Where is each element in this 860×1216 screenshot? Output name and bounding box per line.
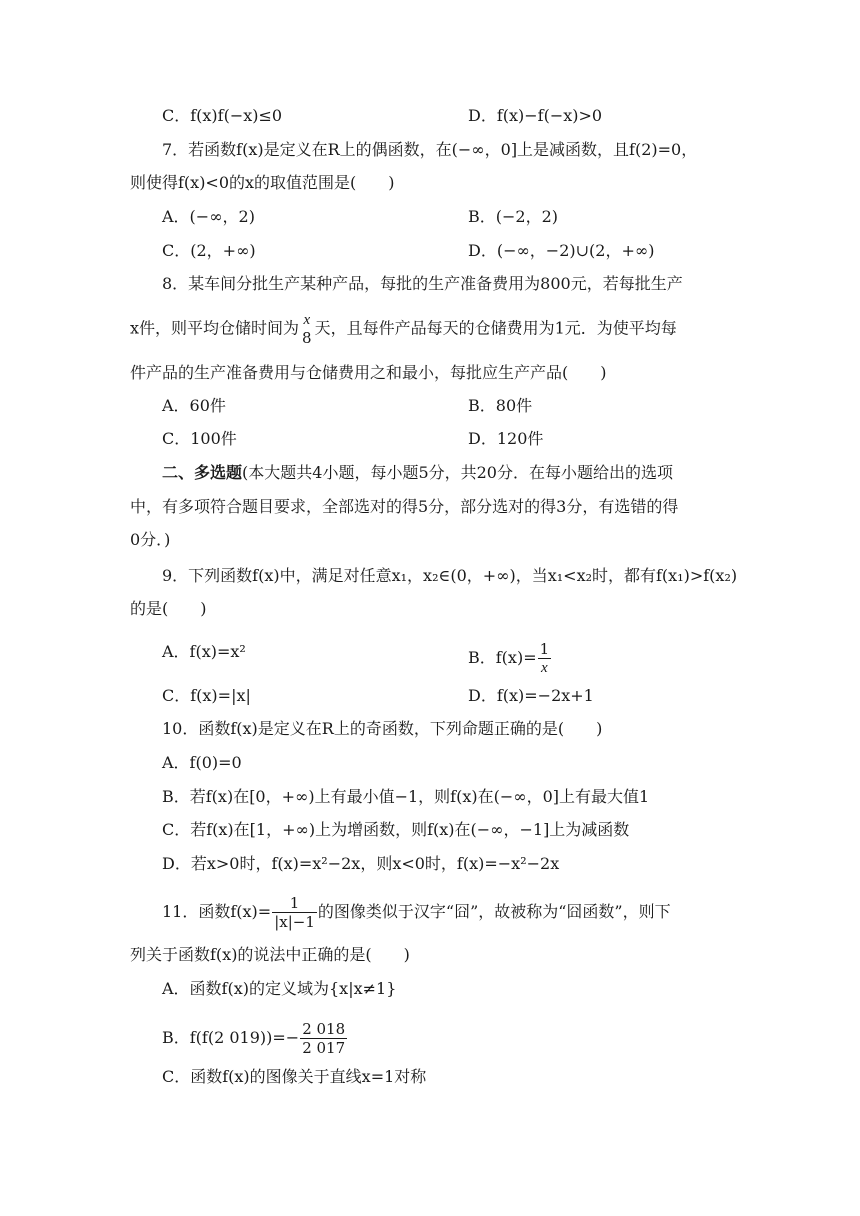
q10-option-a: A．f(0)=0 [162,753,242,772]
q7-option-b: B．(−2，2) [468,207,559,226]
q10-option-d: D．若x>0时，f(x)=x²−2x，则x<0时，f(x)=−x²−2x [162,854,560,873]
q9-option-b-fraction [538,640,552,677]
q11-fraction [272,894,317,931]
q11-option-a: A．函数f(x)的定义域为{x|x≠1} [162,979,397,998]
q9-stem-line2: 的是( ) [130,599,207,618]
section2-intro: (本大题共4小题，每小题5分，共20分．在每小题给出的选项 [242,463,673,482]
q8-stem-line2-post: 天，且每件产品每天的仓储费用为1元．为使平均每 [314,318,677,338]
q11-stem-pre: 11．函数f(x)= [162,902,272,921]
q11-option-b-den: 2 017 [302,1039,346,1057]
q7-option-c: C．(2，+∞) [162,241,256,260]
q7-stem-line2: 则使得f(x)<0的x的取值范围是( ) [130,173,395,192]
q10-option-c: C．若f(x)在[1，+∞)上为增函数，则f(x)在(−∞，−1]上为减函数 [162,820,630,839]
q11-option-c: C．函数f(x)的图像关于直线x=1对称 [162,1067,427,1086]
q8-stem-line2 [130,311,677,347]
q8-option-a: A．60件 [162,396,226,415]
q10-option-b: B．若f(x)在[0，+∞)上有最小值−1，则f(x)在(−∞，0]上有最大值1 [162,787,650,806]
q8-fraction-num: x [303,312,311,328]
q6-option-d: D．f(x)−f(−x)>0 [468,106,603,125]
q11-option-b-pre: B．f(f(2 019))=− [162,1028,300,1047]
q11-stem-line2: 列关于函数f(x)的说法中正确的是( ) [130,945,410,964]
q9-option-b [468,640,552,677]
q8-option-b: B．80件 [468,396,533,415]
q11-option-b-num: 2 018 [302,1020,346,1038]
q11-option-b [162,1020,348,1057]
q9-stem-line1: 9．下列函数f(x)中，满足对任意x₁，x₂∈(0，+∞)，当x₁<x₂时，都有f(x₁)>f(x₂) [162,566,738,585]
q8-fraction-den: 8 [302,329,312,347]
q7-stem-line1: 7．若函数f(x)是定义在R上的偶函数，在(−∞，0]上是减函数，且f(2)=0， [162,140,698,159]
q9-option-b-den: x [541,660,548,676]
q11-fraction-den: |x|−1 [274,913,315,931]
q11-option-b-fraction [300,1020,347,1057]
q8-stem-line1: 8．某车间分批生产某种产品，每批的生产准备费用为800元，若每批生产 [162,274,683,293]
q6-option-c: C．f(x)f(−x)≤0 [162,106,283,125]
q8-stem-line3: 件产品的生产准备费用与仓储费用之和最小，每批应生产产品( ) [130,363,607,382]
section2-line1 [162,461,673,485]
section2-line2: 中，有多项符合题目要求，全部选对的得5分，部分选对的得3分，有选错的得 [130,497,679,516]
q7-option-d: D．(−∞，−2)∪(2，+∞) [468,241,655,260]
q8-option-d: D．120件 [468,429,544,448]
q9-option-c: C．f(x)=|x| [162,686,251,705]
q11-stem-post: 的图像类似于汉字“囧”，故被称为“囧函数”，则下 [317,902,671,921]
q10-stem: 10．函数f(x)是定义在R上的奇函数，下列命题正确的是( ) [162,719,603,738]
section2-line3: 0分．) [130,530,171,549]
q9-option-d: D．f(x)=−2x+1 [468,686,594,705]
q9-option-b-num: 1 [539,640,550,658]
q8-stem-line2-pre: x件，则平均仓储时间为 [130,318,300,338]
q9-option-a: A．f(x)=x² [162,642,246,661]
q11-fraction-num: 1 [272,894,317,913]
q9-option-b-pre: B．f(x)= [468,648,537,667]
section2-heading: 二、多选题 [162,463,243,482]
q7-option-a: A．(−∞，2) [162,207,255,226]
q11-stem-line1 [162,894,671,931]
q8-option-c: C．100件 [162,429,237,448]
q8-fraction [300,311,314,347]
